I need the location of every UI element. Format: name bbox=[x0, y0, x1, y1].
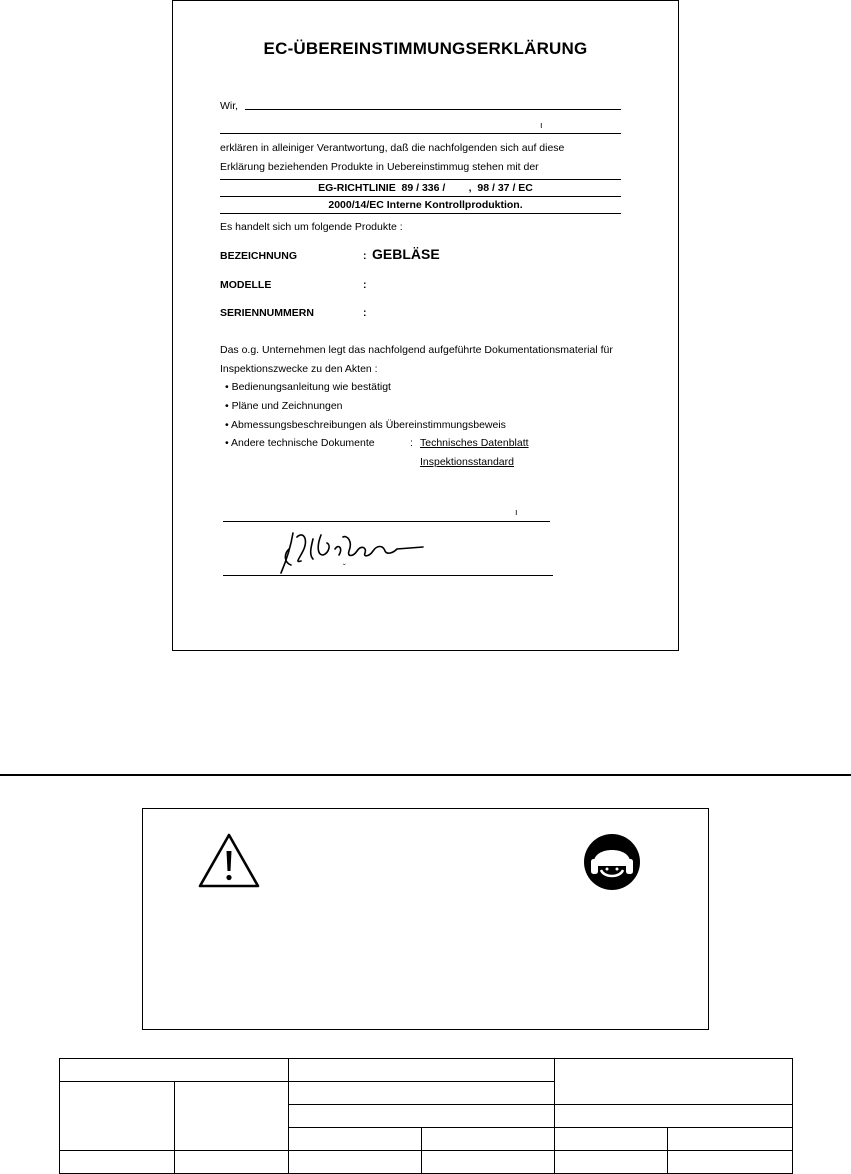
table-cell bbox=[60, 1151, 175, 1174]
table-cell bbox=[289, 1128, 422, 1151]
designation-sep: : bbox=[363, 250, 367, 262]
table-cell bbox=[289, 1059, 555, 1082]
table-cell bbox=[555, 1059, 793, 1105]
directive-text: EG-RICHTLINIE 89 / 336 / , 98 / 37 / EC bbox=[318, 182, 533, 194]
bullet-item: • Bedienungsanleitung wie bestätigt bbox=[225, 381, 391, 393]
declaration-page bbox=[172, 0, 679, 651]
table-cell bbox=[289, 1105, 555, 1128]
warning-box bbox=[142, 808, 709, 1030]
signature-line bbox=[223, 575, 553, 576]
table-cell bbox=[422, 1151, 555, 1174]
bullet-item: • Pläne und Zeichnungen bbox=[225, 400, 343, 412]
designation-value: GEBLÄSE bbox=[372, 246, 440, 262]
signature-image bbox=[273, 519, 443, 577]
table-cell bbox=[555, 1151, 668, 1174]
table-cell bbox=[289, 1082, 555, 1105]
table-cell bbox=[175, 1082, 289, 1151]
tick-mark: ı bbox=[540, 120, 543, 130]
documentation-intro-2: Inspektionszwecke zu den Akten : bbox=[220, 363, 378, 375]
table-cell bbox=[60, 1059, 289, 1082]
section-divider bbox=[0, 774, 851, 776]
bullet-item: • Andere technische Dokumente bbox=[225, 437, 375, 449]
table-cell bbox=[668, 1128, 793, 1151]
conformity-text: Erklärung beziehenden Produkte in Uebereinstimmug stehen mit der bbox=[220, 161, 539, 173]
serial-numbers-sep: : bbox=[363, 307, 367, 319]
designation-label: BEZEICHNUNG bbox=[220, 250, 298, 262]
table-cell bbox=[555, 1105, 793, 1128]
responsibility-text: erklären in alleiniger Verantwortung, daß die nachfolgenden sich auf diese bbox=[220, 142, 565, 154]
warning-triangle-icon bbox=[196, 831, 262, 891]
models-label: MODELLE bbox=[220, 279, 272, 291]
company-name-line bbox=[245, 109, 621, 110]
table-cell bbox=[175, 1151, 289, 1174]
rule bbox=[220, 213, 621, 214]
ear-protection-helmet-icon bbox=[582, 832, 642, 892]
address-line bbox=[220, 133, 621, 134]
tick-mark: ı bbox=[515, 507, 518, 517]
documentation-intro: Das o.g. Unternehmen legt das nachfolgend aufgeführte Dokumentationsmaterial für bbox=[220, 344, 613, 356]
tech-doc-inspection-standard: Inspektionsstandard bbox=[420, 456, 514, 468]
products-intro: Es handelt sich um folgende Produkte : bbox=[220, 221, 403, 233]
table-cell bbox=[60, 1082, 175, 1151]
rule bbox=[220, 196, 621, 197]
table-cell bbox=[422, 1128, 555, 1151]
tech-doc-sep: : bbox=[410, 437, 413, 449]
table-cell bbox=[668, 1151, 793, 1174]
bullet-item: • Abmessungsbeschreibungen als Übereinstimmungsbeweis bbox=[225, 419, 506, 431]
serial-numbers-label: SERIENNUMMERN bbox=[220, 307, 314, 319]
rule bbox=[220, 179, 621, 180]
directive-2000-text: 2000/14/EC Interne Kontrollproduktion. bbox=[328, 199, 523, 211]
table-cell bbox=[555, 1128, 668, 1151]
tick-mark: ˇ bbox=[343, 563, 346, 572]
models-sep: : bbox=[363, 279, 367, 291]
tech-doc-datasheet: Technisches Datenblatt bbox=[420, 437, 529, 449]
document-info-table bbox=[59, 1058, 793, 1174]
wir-label: Wir, bbox=[220, 100, 239, 112]
declaration-title: EC-ÜBEREINSTIMMUNGSERKLÄRUNG bbox=[263, 39, 588, 58]
table-cell bbox=[289, 1151, 422, 1174]
